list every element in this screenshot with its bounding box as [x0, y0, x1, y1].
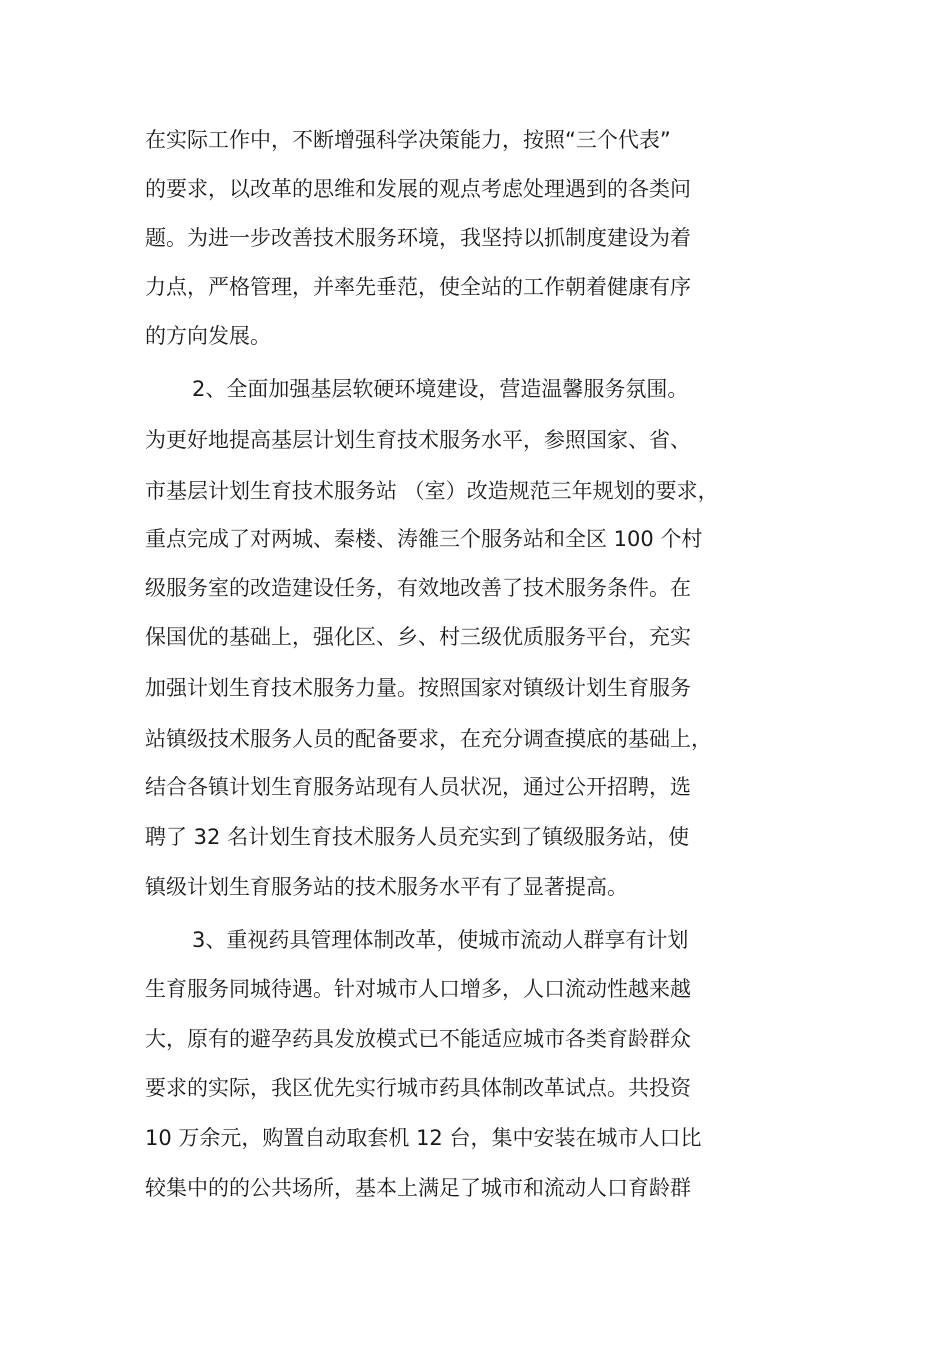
text-line-8: 市基层计划生育技术服务站 （室）改造规范三年规划的要求，	[145, 479, 719, 503]
section-heading-2: 2、全面加强基层软硬环境建设，营造温馨服务氛围。	[192, 377, 689, 401]
text-line-22: 较集中的的公共场所，基本上满足了城市和流动人口育龄群	[145, 1176, 691, 1200]
text-line-11: 保国优的基础上，强化区、乡、村三级优质服务平台，充实	[145, 625, 691, 649]
text-line-13: 站镇级技术服务人员的配备要求，在充分调查摸底的基础上，	[145, 727, 712, 751]
section-heading-3: 3、重视药具管理体制改革，使城市流动人群享有计划	[192, 928, 689, 952]
text-line-4: 力点，严格管理，并率先垂范，使全站的工作朝着健康有序	[145, 275, 691, 299]
text-line-20: 要求的实际，我区优先实行城市药具体制改革试点。共投资	[145, 1076, 691, 1100]
text-line-14: 结合各镇计划生育服务站现有人员状况，通过公开招聘，选	[145, 775, 691, 799]
text-line-16: 镇级计划生育服务站的技术服务水平有了显著提高。	[145, 875, 628, 899]
text-line-18: 生育服务同城待遇。针对城市人口增多，人口流动性越来越	[145, 977, 691, 1001]
text-line-2: 的要求，以改革的思维和发展的观点考虑处理遇到的各类问	[145, 177, 691, 201]
text-line-21: 10 万余元，购置自动取套机 12 台，集中安装在城市人口比	[145, 1126, 702, 1150]
text-line-15: 聘了 32 名计划生育技术服务人员充实到了镇级服务站，使	[145, 825, 690, 849]
text-line-7: 为更好地提高基层计划生育技术服务水平，参照国家、省、	[145, 428, 691, 452]
text-line-19: 大，原有的避孕药具发放模式已不能适应城市各类育龄群众	[145, 1027, 691, 1051]
text-line-9: 重点完成了对两城、秦楼、涛雒三个服务站和全区 100 个村	[145, 527, 703, 551]
text-line-12: 加强计划生育技术服务力量。按照国家对镇级计划生育服务	[145, 676, 691, 700]
text-line-3: 题。为进一步改善技术服务环境，我坚持以抓制度建设为着	[145, 226, 691, 250]
text-line-1: 在实际工作中，不断增强科学决策能力，按照“三个代表”	[145, 128, 671, 152]
text-line-10: 级服务室的改造建设任务，有效地改善了技术服务条件。在	[145, 576, 691, 600]
text-line-5: 的方向发展。	[145, 324, 271, 348]
